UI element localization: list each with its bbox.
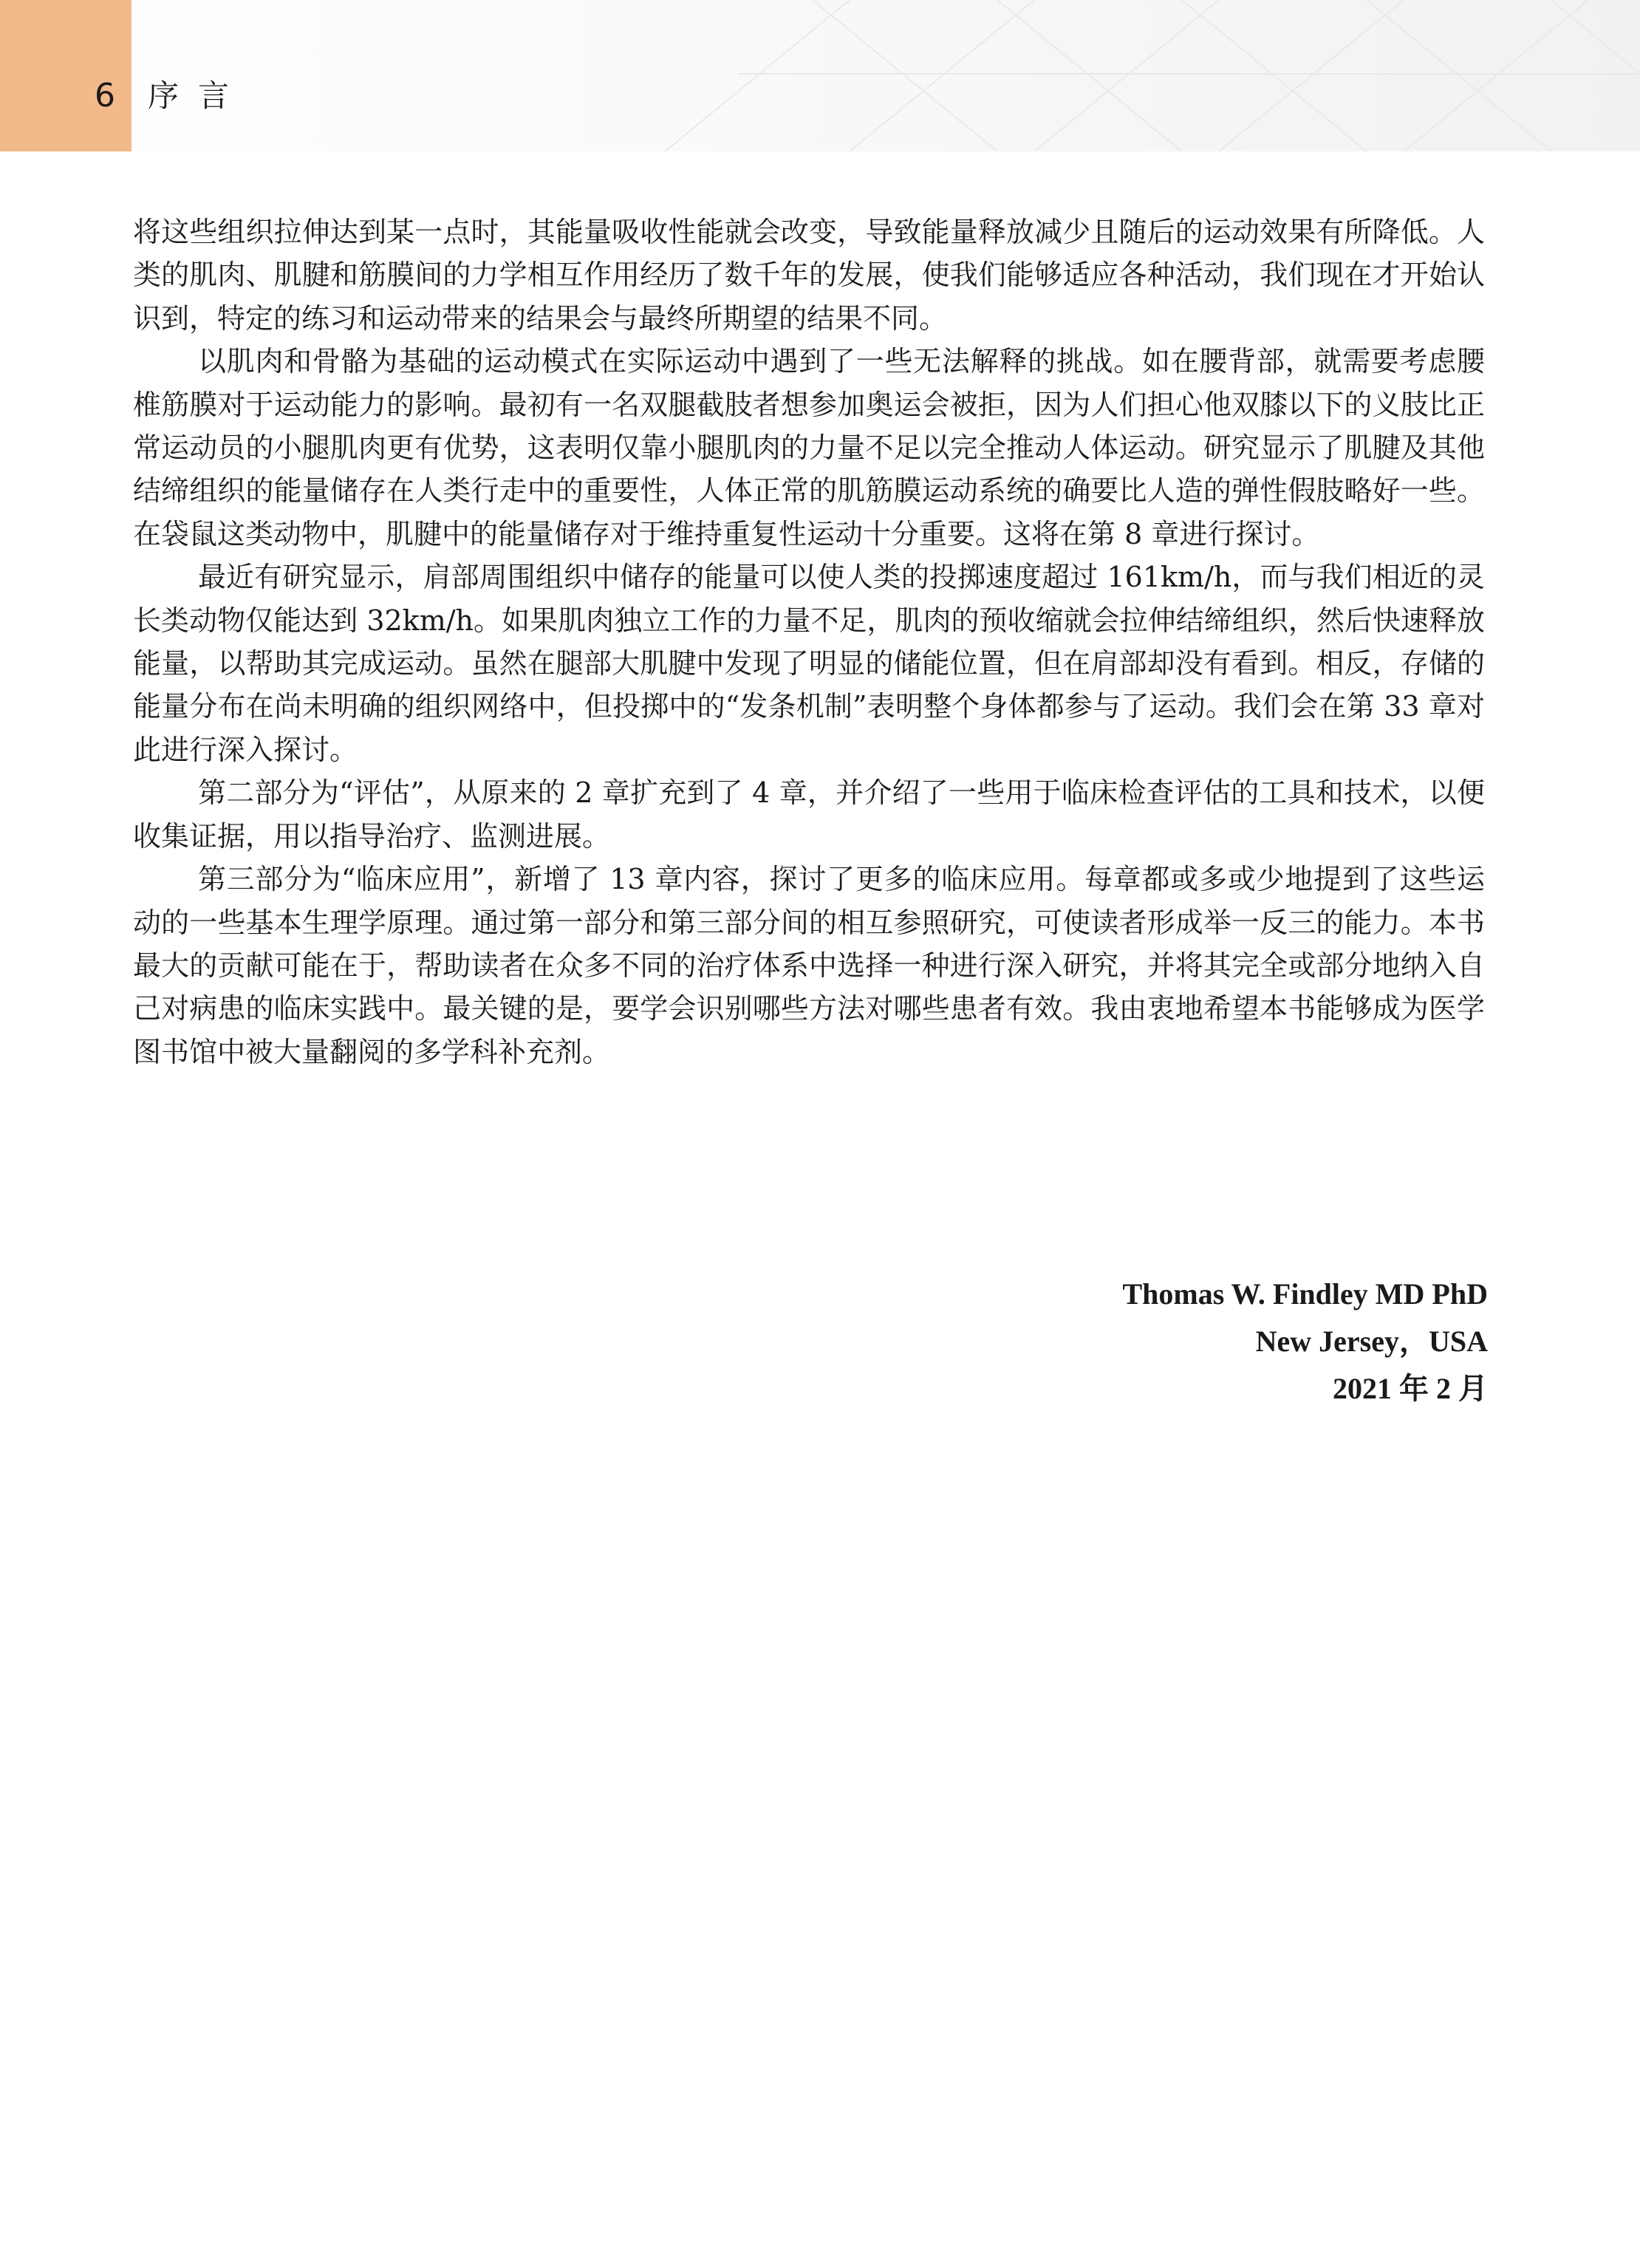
signature-block	[1122, 1271, 1488, 1413]
paragraph: 最近有研究显示，肩部周围组织中储存的能量可以使人类的投掷速度超过 161km/h，而与我们相近的灵长类动物仅能达到 32km/h。如果肌肉独立工作的力量不足，肌肉的预收缩就会拉伸结缔组织，然后快速释放能量，以帮助其完成运动。虽然在腿部大肌腱中发现了明显的储能位置，但在肩部却没有看到。相反，存储的能量分布在尚未明确的组织网络中，但投掷中的“发条机制”表明整个身体都参与了运动。我们会在第 33 章对此进行深入探讨。	[133, 561, 1485, 766]
signature-date: 2021 年 2 月	[1333, 1372, 1488, 1405]
author-name: Thomas W. Findley MD PhD	[1122, 1277, 1488, 1311]
page-number: 6	[95, 77, 115, 115]
paragraph: 将这些组织拉伸达到某一点时，其能量吸收性能就会改变，导致能量释放减少且随后的运动效果有所降低。人类的肌肉、肌腱和筋膜间的力学相互作用经历了数千年的发展，使我们能够适应各种活动，我们现在才开始认识到，特定的练习和运动带来的结果会与最终所期望的结果不同。	[133, 216, 1485, 335]
author-location: New Jersey，USA	[1255, 1325, 1488, 1358]
paragraph: 第三部分为“临床应用”，新增了 13 章内容，探讨了更多的临床应用。每章都或多或少地提到了这些运动的一些基本生理学原理。通过第一部分和第三部分间的相互参照研究，可使读者形成举一反三的能力。本书最大的贡献可能在于，帮助读者在众多不同的治疗体系中选择一种进行深入研究，并将其完全或部分地纳入自己对病患的临床实践中。最关键的是，要学会识别哪些方法对哪些患者有效。我由衷地希望本书能够成为医学图书馆中被大量翻阅的多学科补充剂。	[133, 863, 1485, 1068]
section-title: 序言	[148, 78, 249, 114]
body-text	[133, 211, 1485, 1073]
page-header	[0, 0, 1640, 151]
paragraph: 以肌肉和骨骼为基础的运动模式在实际运动中遇到了一些无法解释的挑战。如在腰背部，就需要考虑腰椎筋膜对于运动能力的影响。最初有一名双腿截肢者想参加奥运会被拒，因为人们担心他双膝以下的义肢比正常运动员的小腿肌肉更有优势，这表明仅靠小腿肌肉的力量不足以完全推动人体运动。研究显示了肌腱及其他结缔组织的能量储存在人类行走中的重要性，人体正常的肌筋膜运动系统的确要比人造的弹性假肢略好一些。在袋鼠这类动物中，肌腱中的能量储存对于维持重复性运动十分重要。这将在第 8 章进行探讨。	[133, 345, 1485, 550]
paragraph: 第二部分为“评估”，从原来的 2 章扩充到了 4 章，并介绍了一些用于临床检查评估的工具和技术，以便收集证据，用以指导治疗、监测进展。	[133, 776, 1485, 853]
